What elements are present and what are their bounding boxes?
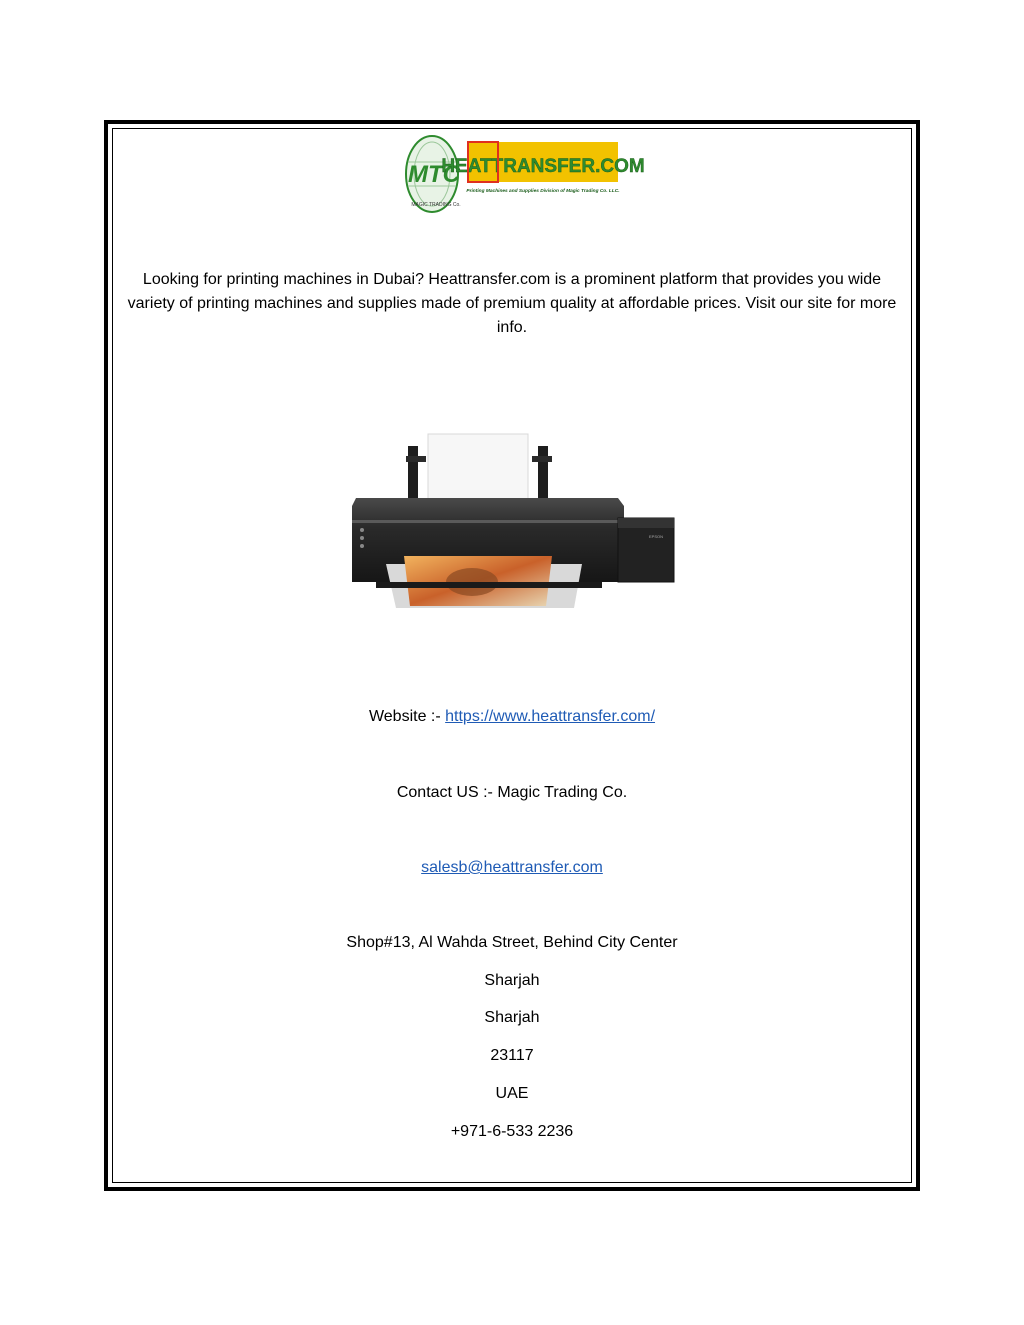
email-link[interactable]: salesb@heattransfer.com bbox=[421, 859, 603, 876]
address-city: Sharjah bbox=[484, 972, 540, 989]
email-line bbox=[124, 857, 900, 879]
description-text: Looking for printing machines in Dubai? Heattransfer.com is a prominent platform that provides you wide variety of printing machines and supplies made of premium quality at affordable prices. Visit our site for more info. bbox=[127, 271, 897, 336]
printer-image bbox=[346, 432, 678, 610]
company-logo bbox=[404, 132, 645, 214]
website-line bbox=[124, 706, 900, 728]
mtc-logo-text: MTC bbox=[408, 161, 460, 188]
contact-label: Contact US :- Magic Trading Co. bbox=[396, 784, 628, 801]
address-street: Shop#13, Al Wahda Street, Behind City Center bbox=[346, 934, 678, 951]
printer-brand-label: EPSON bbox=[648, 534, 664, 539]
brand-tagline: Printing Machines and Supplies Division of Magic Trading Co. LLC. bbox=[466, 189, 620, 194]
website-label: Website :- bbox=[368, 708, 446, 725]
website-link[interactable]: https://www.heattransfer.com/ bbox=[445, 708, 656, 725]
address-phone: +971-6-533 2236 bbox=[450, 1123, 574, 1140]
address-state: Sharjah bbox=[484, 1009, 540, 1026]
heattransfer-wordmark bbox=[441, 142, 644, 194]
address-postal-code: 23117 bbox=[490, 1047, 534, 1064]
address-country: UAE bbox=[495, 1085, 529, 1102]
brand-logo-text: HEATTRANSFER.COM bbox=[441, 156, 645, 177]
mtc-logo-subtext: MAGIC TRADING Co. bbox=[411, 202, 461, 208]
